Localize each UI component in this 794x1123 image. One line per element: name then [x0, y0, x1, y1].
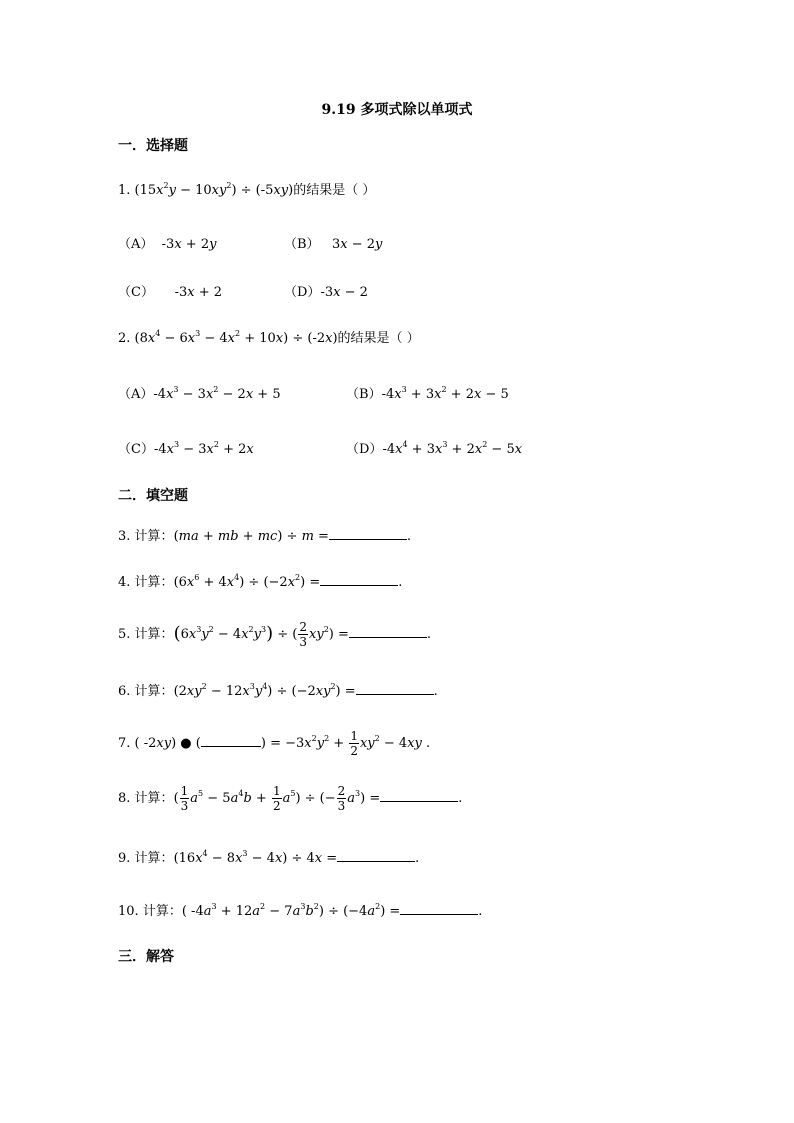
question-8: 8. 计算：( $\frac{1}{3}$ $a^5 - 5a^4b$ + $\frac{1}{2}$ $a^5$) ÷ (− $\frac{2}{3}$ $a^3$) = .	[118, 784, 463, 813]
question-10: 10. 计算：( $-4a^3 + 12a^2 - 7a^3b^2) \div (-4a^2)$ = .	[118, 902, 483, 919]
q1-option-d[interactable]: （D）-3x − 2	[284, 285, 368, 300]
answer-blank-3[interactable]	[329, 527, 407, 540]
question-7: 7. ( -2xy) ● ( ) = $-3x^2y^2$ + $\frac{1}{2}$ $xy^2 - 4xy$ .	[118, 729, 431, 758]
question-2-expression: $(8x^4 - 6x^3 - 4x^2 + 10x) \div (-2x)$	[134, 329, 338, 346]
section-fill-heading: 二．填空题	[118, 488, 188, 504]
question-4: 4. 计算：$(6x^6 + 4x^4) \div (-2x^2)$ = .	[118, 573, 403, 590]
section-choice-heading: 一．选择题	[118, 138, 188, 154]
q2-option-b[interactable]: $(B)-4x^3 + 3x^2 + 2x - 5$	[346, 385, 509, 402]
q1-option-c[interactable]: （C） -3x + 2	[118, 285, 223, 300]
answer-blank-8[interactable]	[380, 789, 458, 802]
question-6: 6. 计算：$(2xy^2 - 12x^3y^4) \div (-2xy^2)$ = .	[118, 682, 438, 699]
q2-option-c[interactable]: $(C)-4x^3 - 3x^2 + 2x$	[118, 440, 254, 457]
page-title: 9.19 多项式除以单项式	[321, 102, 473, 118]
answer-blank-4[interactable]	[320, 573, 398, 586]
answer-blank-9[interactable]	[337, 849, 415, 862]
question-2: 2. $(8x^4 - 6x^3 - 4x^2 + 10x) \div (-2x)$的结果是（ ）	[118, 329, 420, 346]
question-1: 1. $(15x^2y - 10xy^2) \div (-5xy)$的结果是（ ）	[118, 181, 376, 198]
q2-option-a[interactable]: $(A)-4x^3 - 3x^2 - 2x + 5$	[118, 385, 281, 402]
answer-blank-6[interactable]	[356, 682, 434, 695]
question-9: 9. 计算：$(16x^4 - 8x^3 - 4x) \div 4x$ = .	[118, 849, 420, 866]
question-5: 5. 计算：$(6x^3y^2 - 4x^2y^3)$ ÷ ( $\frac{2}{3}$ $xy^2$) = .	[118, 620, 432, 649]
answer-blank-10[interactable]	[400, 902, 478, 915]
question-1-expression: $(15x^2y - 10xy^2) \div (-5xy)$	[134, 181, 294, 198]
answer-blank-5[interactable]	[349, 625, 427, 638]
q1-option-a[interactable]: （A） -3x + 2y	[118, 237, 217, 252]
section-solve-heading: 三．解答	[118, 949, 174, 965]
question-3: 3. 计算：(ma + mb + mc) ÷ m = .	[118, 529, 412, 544]
answer-blank-7[interactable]	[201, 734, 261, 747]
q2-option-d[interactable]: $(D)-4x^4 + 3x^3 + 2x^2 - 5x$	[346, 440, 523, 457]
q1-option-b[interactable]: （B） 3x − 2y	[284, 237, 383, 252]
